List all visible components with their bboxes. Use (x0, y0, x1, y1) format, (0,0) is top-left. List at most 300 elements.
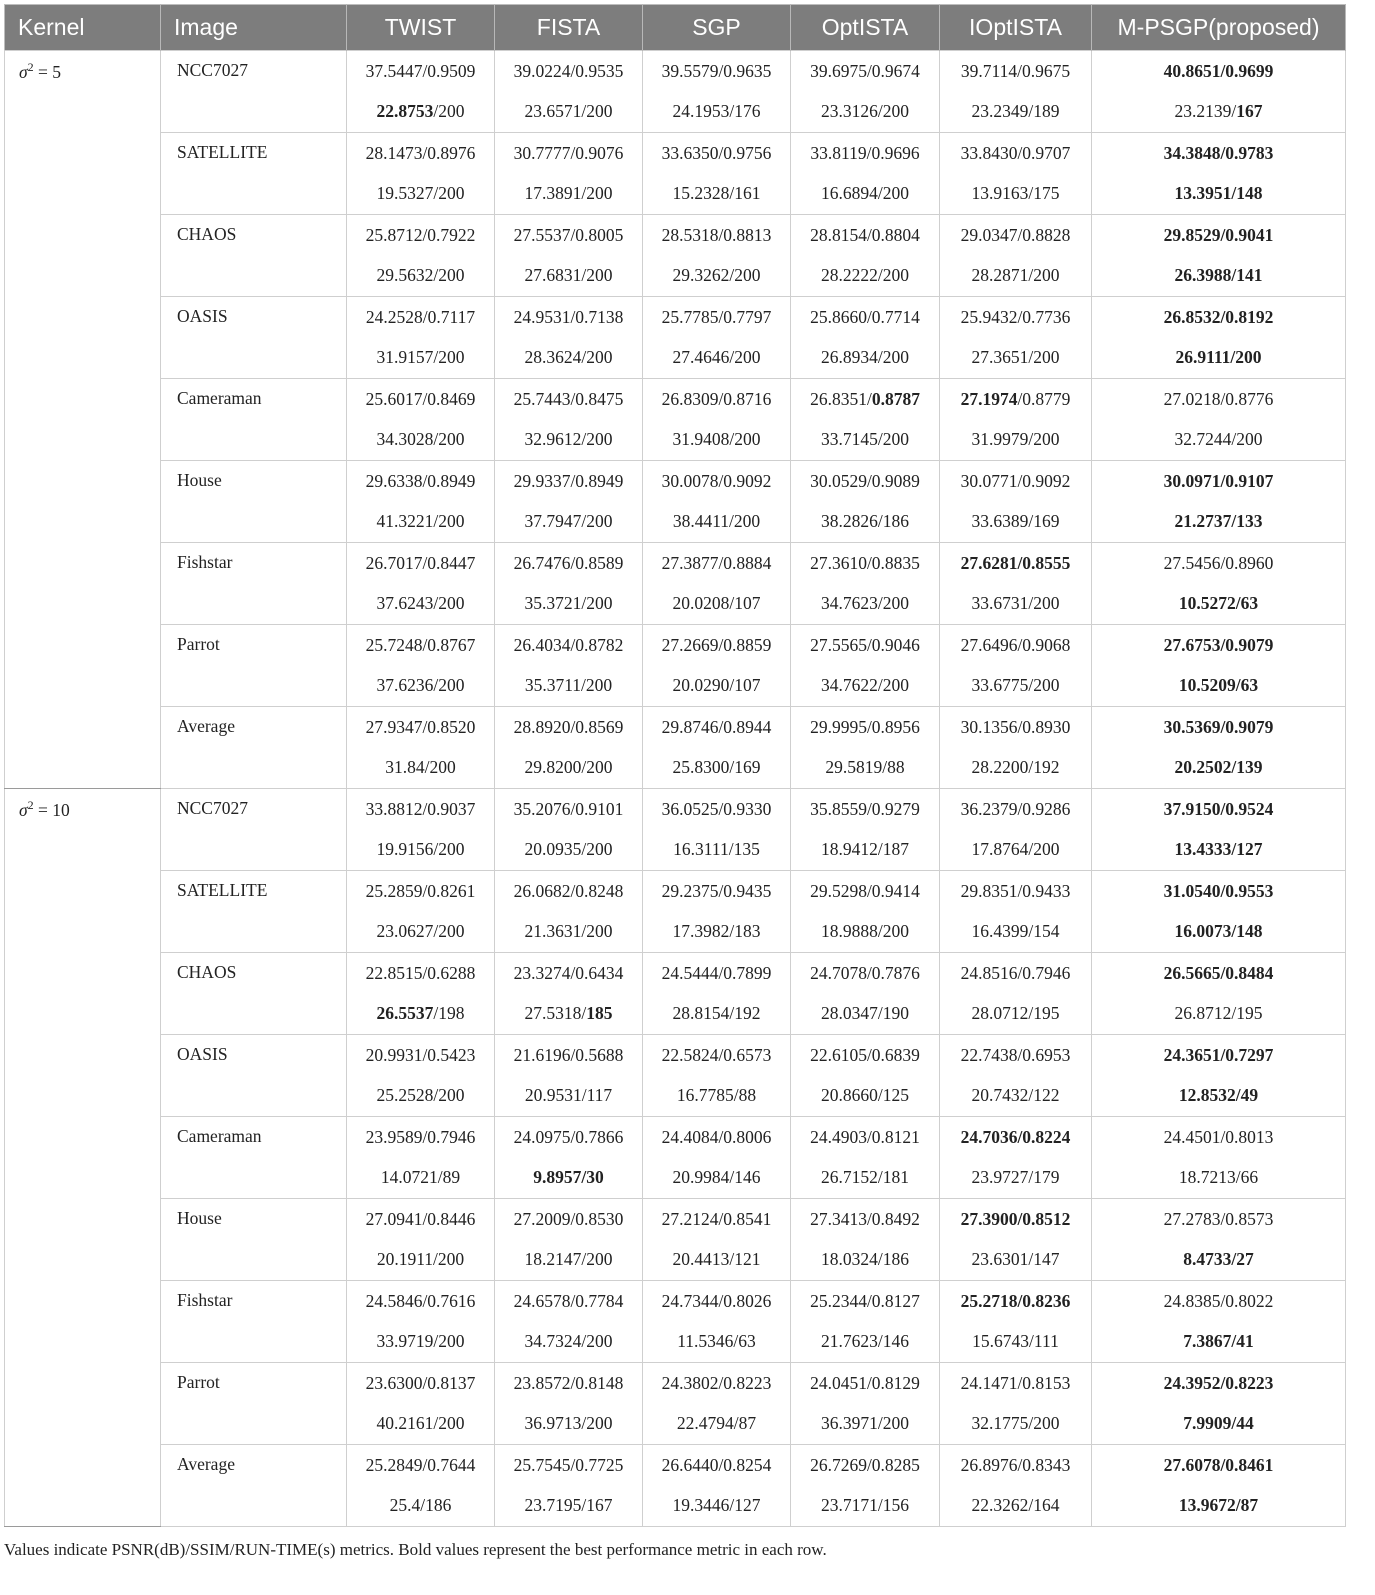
metric-value: 36.9713/200 (524, 1413, 613, 1434)
metric-value: 24.6578/0.7784 (513, 1290, 624, 1311)
metric-cell (791, 789, 940, 830)
metric-value: 29.0347/0.8828 (960, 224, 1071, 245)
metric-cell (940, 379, 1092, 420)
metric-cell (643, 1404, 791, 1445)
metric-value: 28.3624/200 (524, 347, 613, 368)
metric-value-bold: 27.3900/0.8512 (960, 1208, 1071, 1229)
metric-value-bold: 8.4733/27 (1183, 1249, 1254, 1270)
metric-value: 30.0771/0.9092 (960, 470, 1071, 491)
metric-cell (643, 953, 791, 994)
metric-value: 18.2147/200 (524, 1249, 613, 1270)
metric-value: 16.4399/154 (971, 921, 1060, 942)
metric-cell (940, 1199, 1092, 1240)
metric-cell (791, 1363, 940, 1404)
kernel-label (19, 62, 61, 82)
metric-value: 29.5298/0.9414 (810, 880, 920, 901)
metric-cell (791, 297, 940, 338)
metric-value: 27.6496/0.9068 (960, 634, 1071, 655)
table-row (5, 215, 1346, 256)
metric-cell (940, 174, 1092, 215)
metric-cell (791, 1035, 940, 1076)
metric-value: 26.7152/181 (821, 1167, 909, 1188)
metric-value: 37.7947/200 (524, 511, 613, 532)
results-table-container (4, 4, 1345, 1527)
metric-value: 41.3221/200 (376, 511, 465, 532)
metric-value: 20.1911/200 (376, 1249, 465, 1270)
metric-cell (643, 1363, 791, 1404)
metric-value: 16.3111/135 (673, 839, 760, 860)
metric-cell (940, 584, 1092, 625)
metric-cell (940, 256, 1092, 297)
metric-cell (495, 133, 643, 174)
metric-cell (1092, 502, 1346, 543)
metric-value: 40.2161/200 (376, 1413, 465, 1434)
metric-cell (643, 912, 791, 953)
metric-value: 35.3721/200 (524, 593, 613, 614)
metric-value: 23.3274/0.6434 (513, 962, 624, 983)
metric-value-bold: 13.4333/127 (1174, 839, 1263, 860)
metric-value: 24.8516/0.7946 (960, 962, 1071, 983)
metric-cell (643, 92, 791, 133)
metric-value-bold: 34.3848/0.9783 (1163, 142, 1274, 163)
metric-value: 36.3971/200 (821, 1413, 909, 1434)
metric-value: 15.6743/111 (972, 1331, 1059, 1352)
metric-value: 30.0078/0.9092 (661, 470, 772, 491)
metric-value: 18.7213/66 (1178, 1167, 1259, 1188)
metric-cell (940, 1363, 1092, 1404)
metric-value: 39.5579/0.9635 (661, 60, 772, 81)
metric-value: 24.3802/0.8223 (661, 1372, 772, 1393)
metric-cell (643, 297, 791, 338)
table-row (5, 871, 1346, 912)
metric-cell (1092, 1240, 1346, 1281)
metric-value: 23.7195/167 (524, 1495, 613, 1516)
metric-value-part: /0.8779 (1017, 388, 1071, 409)
table-row (5, 297, 1346, 338)
image-name-cell: CHAOS (161, 953, 347, 1035)
kernel-symbol: σ (19, 61, 28, 82)
metric-value: 29.9337/0.8949 (513, 470, 624, 491)
metric-value: 38.4411/200 (672, 511, 761, 532)
metric-cell (1092, 256, 1346, 297)
metric-cell (791, 707, 940, 748)
metric-value: 28.8154/192 (672, 1003, 761, 1024)
metric-cell (1092, 338, 1346, 379)
metric-value-part: /198 (433, 1003, 465, 1024)
metric-cell (495, 256, 643, 297)
table-row (5, 543, 1346, 584)
metric-value: 21.6196/0.5688 (513, 1044, 624, 1065)
metric-cell (495, 707, 643, 748)
table-row (5, 1281, 1346, 1322)
metric-value: 32.1775/200 (971, 1413, 1060, 1434)
metric-value: 23.7171/156 (821, 1495, 909, 1516)
metric-value: 32.9612/200 (524, 429, 613, 450)
metric-cell (791, 1486, 940, 1527)
metric-cell (643, 1035, 791, 1076)
metric-value: 33.6389/169 (971, 511, 1060, 532)
metric-value-bold: 13.3951/148 (1174, 183, 1263, 204)
metric-value: 28.5318/0.8813 (661, 224, 772, 245)
metric-value: 28.1473/0.8976 (365, 142, 476, 163)
metric-value: 21.3631/200 (524, 921, 613, 942)
metric-value: 27.3610/0.8835 (810, 552, 920, 573)
metric-value: 37.6236/200 (376, 675, 465, 696)
header-row (5, 5, 1346, 51)
metric-cell (643, 502, 791, 543)
metric-value: 25.6017/0.8469 (365, 388, 476, 409)
metric-cell (643, 1281, 791, 1322)
metric-cell (643, 1199, 791, 1240)
metric-value: 27.0941/0.8446 (365, 1208, 476, 1229)
metric-value-bold: 30.5369/0.9079 (1163, 716, 1274, 737)
metric-value: 26.8309/0.8716 (661, 388, 772, 409)
metric-cell (1092, 133, 1346, 174)
metric-cell (643, 379, 791, 420)
metric-cell (643, 871, 791, 912)
metric-value-bold: 13.9672/87 (1178, 1495, 1259, 1516)
metric-value: 29.8746/0.8944 (661, 716, 772, 737)
image-name-cell: SATELLITE (161, 133, 347, 215)
metric-value: 23.9589/0.7946 (365, 1126, 476, 1147)
metric-cell (347, 379, 495, 420)
metric-cell (495, 1486, 643, 1527)
metric-value: 37.6243/200 (376, 593, 465, 614)
metric-cell (940, 1240, 1092, 1281)
metric-cell (940, 625, 1092, 666)
metric-cell (643, 1486, 791, 1527)
kernel-exponent: 2 (27, 798, 34, 812)
metric-cell (495, 420, 643, 461)
image-name-cell: OASIS (161, 297, 347, 379)
metric-value: 17.8764/200 (971, 839, 1060, 860)
image-name-cell: Cameraman (161, 1117, 347, 1199)
metric-value: 27.3651/200 (971, 347, 1060, 368)
metric-value: 33.9719/200 (376, 1331, 465, 1352)
metric-value: 13.9163/175 (971, 183, 1060, 204)
metric-cell (791, 420, 940, 461)
metric-cell (643, 830, 791, 871)
metric-cell (495, 1363, 643, 1404)
metric-value: 26.4034/0.8782 (513, 634, 624, 655)
metric-value: 20.9531/117 (524, 1085, 613, 1106)
metric-value-bold-part: 185 (586, 1003, 613, 1024)
metric-value: 34.7623/200 (821, 593, 909, 614)
metric-value: 25.8300/169 (672, 757, 761, 778)
metric-cell (791, 953, 940, 994)
metric-value: 31.9157/200 (376, 347, 465, 368)
metric-value: 28.0347/190 (821, 1003, 909, 1024)
metric-value: 36.0525/0.9330 (661, 798, 772, 819)
metric-value: 20.9984/146 (672, 1167, 761, 1188)
metric-value: 26.7476/0.8589 (513, 552, 624, 573)
metric-value: 25.8712/0.7922 (365, 224, 476, 245)
metric-cell (1092, 666, 1346, 707)
metric-cell (940, 92, 1092, 133)
image-name-cell: Fishstar (161, 543, 347, 625)
metric-value: 24.5846/0.7616 (365, 1290, 476, 1311)
image-name-cell: Average (161, 707, 347, 789)
metric-cell (347, 1199, 495, 1240)
metric-value-bold: 27.6078/0.8461 (1163, 1454, 1274, 1475)
metric-value: 24.4501/0.8013 (1163, 1126, 1274, 1147)
metric-cell (495, 92, 643, 133)
metric-cell (643, 338, 791, 379)
metric-cell (495, 379, 643, 420)
metric-value: 26.6440/0.8254 (661, 1454, 772, 1475)
metric-value: 23.8572/0.8148 (513, 1372, 624, 1393)
metric-value: 27.9347/0.8520 (365, 716, 476, 737)
metric-cell (643, 666, 791, 707)
metric-cell (347, 133, 495, 174)
metric-cell (940, 953, 1092, 994)
header-ioptista: IOptISTA (940, 5, 1092, 51)
metric-value: 29.8351/0.9433 (960, 880, 1071, 901)
kernel-value: = 5 (33, 61, 62, 82)
metric-cell (347, 420, 495, 461)
metric-value: 29.6338/0.8949 (365, 470, 476, 491)
metric-value: 25.2849/0.7644 (365, 1454, 476, 1475)
metric-value: 34.3028/200 (376, 429, 465, 450)
metric-cell (1092, 1035, 1346, 1076)
metric-cell (347, 707, 495, 748)
metric-cell (1092, 92, 1346, 133)
metric-value: 28.0712/195 (971, 1003, 1060, 1024)
kernel-exponent: 2 (27, 60, 34, 74)
metric-value: 22.5824/0.6573 (661, 1044, 772, 1065)
metric-value-bold: 31.0540/0.9553 (1163, 880, 1274, 901)
metric-cell (495, 1117, 643, 1158)
metric-value: 17.3982/183 (672, 921, 761, 942)
metric-value: 32.7244/200 (1174, 429, 1263, 450)
metric-value: 20.4413/121 (672, 1249, 761, 1270)
metric-cell (940, 215, 1092, 256)
metric-value: 31.84/200 (385, 757, 456, 778)
metric-cell (791, 1076, 940, 1117)
metric-cell (791, 92, 940, 133)
metric-cell (643, 543, 791, 584)
metric-cell (1092, 1445, 1346, 1486)
metric-cell (1092, 1281, 1346, 1322)
metric-value: 38.2826/186 (821, 511, 909, 532)
table-row (5, 1363, 1346, 1404)
metric-value: 29.5632/200 (376, 265, 465, 286)
metric-value: 21.7623/146 (821, 1331, 909, 1352)
metric-value: 28.2222/200 (821, 265, 909, 286)
metric-cell (791, 174, 940, 215)
metric-cell (1092, 1363, 1346, 1404)
metric-cell (791, 1158, 940, 1199)
metric-cell (347, 174, 495, 215)
metric-cell (791, 625, 940, 666)
metric-value-bold-part: 26.5537 (376, 1003, 434, 1024)
metric-value: 30.0529/0.9089 (810, 470, 920, 491)
metric-value: 33.8119/0.9696 (810, 142, 920, 163)
metric-cell (1092, 174, 1346, 215)
table-row (5, 789, 1346, 830)
metric-value-bold: 29.8529/0.9041 (1163, 224, 1274, 245)
metric-cell (1092, 461, 1346, 502)
metric-cell (791, 1404, 940, 1445)
metric-value: 39.6975/0.9674 (810, 60, 920, 81)
metric-cell (1092, 215, 1346, 256)
metric-value-bold: 9.8957/30 (533, 1167, 604, 1188)
metric-cell (495, 1281, 643, 1322)
metric-value: 27.4646/200 (672, 347, 761, 368)
metric-cell (791, 338, 940, 379)
metric-value: 24.4903/0.8121 (810, 1126, 920, 1147)
metric-cell (347, 1322, 495, 1363)
metric-cell (347, 625, 495, 666)
metric-value: 24.2528/0.7117 (365, 306, 476, 327)
metric-value-bold: 27.6753/0.9079 (1163, 634, 1274, 655)
metric-cell (643, 994, 791, 1035)
metric-cell (791, 215, 940, 256)
metric-value-bold-part: 22.8753 (376, 101, 434, 122)
metric-value: 33.6775/200 (971, 675, 1060, 696)
metric-cell (495, 666, 643, 707)
metric-cell (495, 994, 643, 1035)
metric-cell (643, 174, 791, 215)
metric-cell (643, 625, 791, 666)
metric-value: 19.3446/127 (672, 1495, 761, 1516)
metric-cell (347, 1240, 495, 1281)
metric-cell (643, 584, 791, 625)
metric-value-bold: 30.0971/0.9107 (1163, 470, 1274, 491)
metric-value: 30.7777/0.9076 (513, 142, 624, 163)
metric-cell (1092, 912, 1346, 953)
metric-value: 24.1953/176 (672, 101, 761, 122)
metric-cell (1092, 1322, 1346, 1363)
metric-value: 27.2783/0.8573 (1163, 1208, 1274, 1229)
metric-value: 24.9531/0.7138 (513, 306, 624, 327)
image-name-cell: Parrot (161, 1363, 347, 1445)
metric-cell (347, 256, 495, 297)
metric-value: 25.2344/0.8127 (810, 1290, 920, 1311)
header-image: Image (161, 5, 347, 51)
metric-value: 28.2200/192 (971, 757, 1060, 778)
metric-cell (495, 461, 643, 502)
metric-cell (1092, 871, 1346, 912)
metric-cell (1092, 1199, 1346, 1240)
metric-cell (940, 1404, 1092, 1445)
metric-value: 33.7145/200 (821, 429, 909, 450)
table-row (5, 707, 1346, 748)
metric-value: 18.9412/187 (821, 839, 909, 860)
metric-value: 11.5346/63 (677, 1331, 756, 1352)
table-row (5, 133, 1346, 174)
metric-cell (940, 666, 1092, 707)
metric-cell (940, 338, 1092, 379)
metric-value: 22.7438/0.6953 (960, 1044, 1071, 1065)
metric-value: 27.5456/0.8960 (1163, 552, 1274, 573)
metric-value: 20.0935/200 (524, 839, 613, 860)
metric-cell (791, 830, 940, 871)
metric-cell (643, 133, 791, 174)
metric-value: 33.6731/200 (971, 593, 1060, 614)
metric-value: 17.3891/200 (524, 183, 613, 204)
metric-value: 29.9995/0.8956 (810, 716, 920, 737)
metric-cell (643, 1322, 791, 1363)
metric-value-bold-part: 27.1974 (960, 388, 1018, 409)
metric-cell (347, 1035, 495, 1076)
metric-cell (940, 912, 1092, 953)
metric-value: 34.7622/200 (821, 675, 909, 696)
kernel-cell (5, 789, 161, 1527)
metric-cell (347, 1445, 495, 1486)
metric-cell (347, 1076, 495, 1117)
metric-cell (1092, 1117, 1346, 1158)
metric-value-bold-part: 0.8787 (871, 388, 920, 409)
metric-cell (940, 543, 1092, 584)
metric-cell (495, 502, 643, 543)
metric-cell (791, 584, 940, 625)
metric-cell (495, 912, 643, 953)
metric-value: 27.2124/0.8541 (661, 1208, 772, 1229)
metric-cell (1092, 297, 1346, 338)
metric-cell (495, 953, 643, 994)
table-row (5, 1117, 1346, 1158)
metric-cell (495, 789, 643, 830)
image-name-cell: NCC7027 (161, 51, 347, 133)
metric-value: 24.0975/0.7866 (513, 1126, 624, 1147)
metric-value-bold: 10.5272/63 (1178, 593, 1259, 614)
metric-value: 27.2009/0.8530 (513, 1208, 624, 1229)
metric-cell (940, 420, 1092, 461)
metric-value: 23.9727/179 (971, 1167, 1060, 1188)
metric-cell (791, 666, 940, 707)
metric-cell (495, 830, 643, 871)
metric-cell (495, 215, 643, 256)
kernel-label (19, 800, 70, 820)
metric-value: 37.5447/0.9509 (365, 60, 476, 81)
metric-value: 30.1356/0.8930 (960, 716, 1071, 737)
image-name-cell: SATELLITE (161, 871, 347, 953)
table-row (5, 953, 1346, 994)
metric-cell (643, 215, 791, 256)
metric-value: 27.5565/0.9046 (810, 634, 920, 655)
metric-cell (940, 1486, 1092, 1527)
metric-cell (940, 1035, 1092, 1076)
metric-cell (940, 871, 1092, 912)
metric-value: 24.1471/0.8153 (960, 1372, 1071, 1393)
metric-cell (643, 1445, 791, 1486)
metric-cell (643, 461, 791, 502)
metric-value: 34.7324/200 (524, 1331, 613, 1352)
metric-cell (1092, 625, 1346, 666)
metric-cell (347, 830, 495, 871)
metric-value: 24.0451/0.8129 (810, 1372, 920, 1393)
metric-value-bold: 26.3988/141 (1174, 265, 1263, 286)
metric-cell (347, 338, 495, 379)
metric-cell (1092, 1486, 1346, 1527)
metric-value: 16.7785/88 (676, 1085, 757, 1106)
metric-value: 20.0290/107 (672, 675, 761, 696)
metric-cell (347, 51, 495, 92)
image-name-cell: Fishstar (161, 1281, 347, 1363)
metric-value: 29.8200/200 (524, 757, 613, 778)
metric-cell (1092, 543, 1346, 584)
metric-value-part: 26.8351/ (810, 388, 872, 409)
table-body (5, 51, 1346, 1527)
metric-cell (940, 133, 1092, 174)
metric-value: 23.3126/200 (821, 101, 909, 122)
metric-cell (643, 748, 791, 789)
metric-cell (1092, 1404, 1346, 1445)
metric-cell (643, 51, 791, 92)
metric-value-bold: 25.2718/0.8236 (960, 1290, 1071, 1311)
metric-value: 33.6350/0.9756 (661, 142, 772, 163)
